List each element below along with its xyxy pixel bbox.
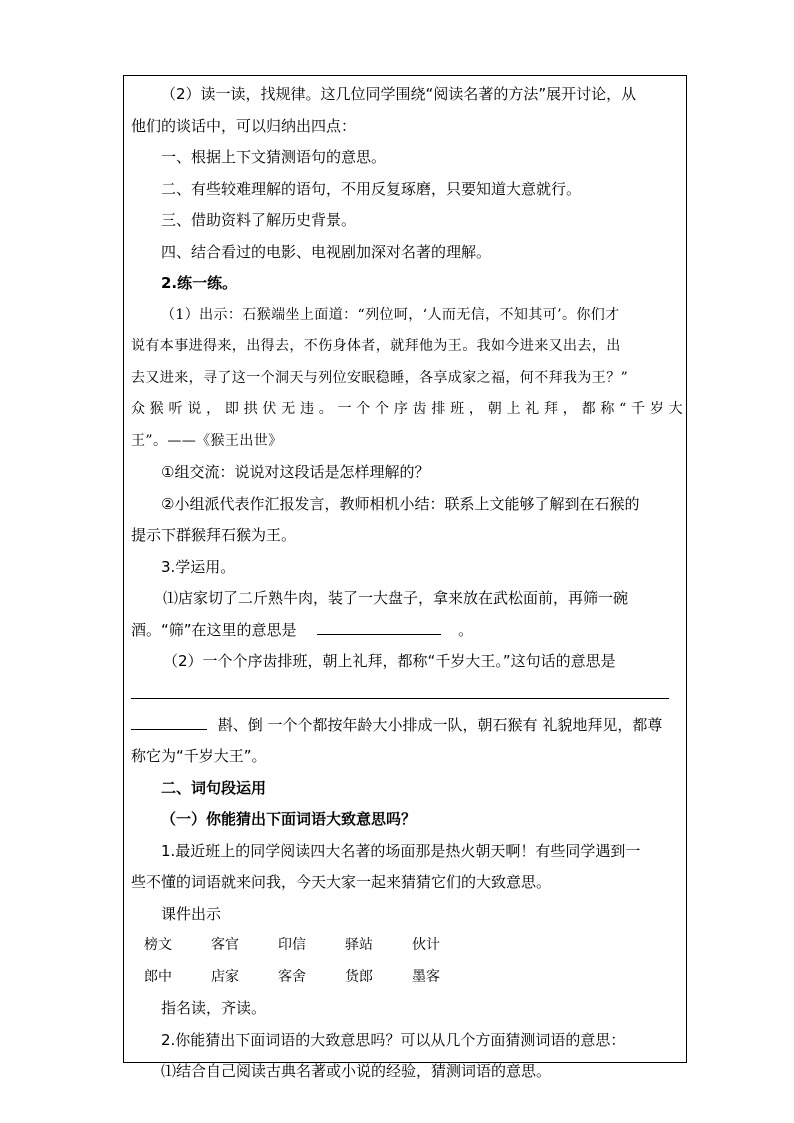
point-two: 二、有些较难理解的语句，不用反复琢磨，只要知道大意就行。: [161, 179, 582, 198]
courseware-label: 课件出示: [161, 904, 222, 923]
answer-blank-sieve[interactable]: [317, 618, 441, 635]
point-four: 四、结合看过的电影、电视剧加深对名著的理解。: [161, 242, 492, 261]
guess-words-paragraph: 2.你能猜出下面词语的大致意思吗？可以从几个方面猜测词语的意思：: [161, 1030, 626, 1049]
quote-line-3: 去又进来，寻了这一个洞天与列位安眠稳睡，各享成家之福，何不拜我为王？”: [131, 369, 629, 386]
quote-line-4: 众猴听说，即拱伏无违。一个个序齿排班，朝上礼拜，都称“千岁大: [131, 401, 683, 417]
vocab-word: 榜文: [144, 937, 172, 953]
exercise-2: （2）一个个序齿排班，朝上礼拜，都称“千岁大王。”这句话的意思是: [163, 652, 616, 670]
group-report: ②小组派代表作汇报发言，教师相机小结：联系上文能够了解到在石猴的: [161, 494, 640, 513]
vocab-word: 客官: [211, 937, 239, 953]
vocab-word: 店家: [211, 968, 239, 985]
exercise-2-answer: [131, 710, 683, 742]
vocab-word: 驿站: [345, 937, 373, 953]
exercise-1: ⑴店家切了二斤熟牛肉，装了一大盘子，拿来放在武松面前，再筛一碗: [163, 589, 629, 607]
intro-paragraph-continued: 些不懂的词语就来问我，今天大家一起来猜猜它们的大致意思。: [131, 873, 552, 891]
guess-method-1: ⑴结合自己阅读古典名著或小说的经验，猜测词语的意思。: [161, 1062, 552, 1080]
section-heading: 二、词句段运用: [161, 778, 267, 797]
vocab-word: 客舍: [278, 968, 306, 985]
quote-line-5: 王”。——《猴王出世》: [131, 432, 283, 449]
point-one: 一、根据上下文猜测语句的意思。: [161, 148, 387, 166]
paragraph-summary-four-points: 他们的谈话中，可以归纳出四点：: [131, 116, 357, 135]
intro-paragraph: 1.最近班上的同学阅读四大名著的场面那是热火朝天啊！有些同学遇到一: [161, 841, 641, 860]
quote-line-2: 说有本事进得来，出得去，不伤身体者，就拜他为王。我如今进来又出去，出: [131, 338, 621, 354]
exercise-1-question-text: 酒。“筛”在这里的意思是: [131, 620, 297, 639]
paragraph-read-find-pattern: （2）读一读，找规律。这几位同学围绕“阅读名著的方法”展开讨论，从: [161, 85, 637, 103]
vocab-row-1: [131, 930, 683, 962]
heading-apply: 3.学运用。: [161, 557, 236, 576]
vocab-word: 伙计: [412, 937, 440, 953]
vocab-word: 货郎: [345, 968, 373, 985]
answer-blank-short[interactable]: [131, 713, 207, 730]
exercise-2-answer-text: 斟、倒 一个个都按年龄大小排成一队，朝石猴有 礼貌地拜见，都尊: [217, 715, 663, 734]
vocab-word: 郎中: [144, 968, 172, 985]
reading-instruction: 指名读，齐读。: [161, 999, 267, 1017]
exercise-2-answer-continued: 称它为“千岁大王”。: [131, 747, 267, 765]
answer-blank-line[interactable]: [131, 682, 669, 699]
heading-practice: 2.练一练。: [161, 274, 238, 292]
exercise-1-question-end: 。: [458, 620, 474, 639]
subsection-heading: （一）你能猜出下面词语大致意思吗？: [161, 810, 417, 828]
group-report-continued: 提示下群猴拜石猴为王。: [131, 526, 297, 544]
point-three: 三、借助资料了解历史背景。: [161, 211, 357, 229]
quote-line-1: （1）出示：石猴端坐上面道：“列位呵，‘人而无信，不知其可’。你们才: [161, 306, 620, 323]
group-discussion: ①组交流：说说对这段话是怎样理解的？: [161, 463, 430, 481]
vocab-row-2: [131, 962, 683, 994]
document-body: [131, 79, 683, 1088]
vocab-word: 墨客: [412, 968, 440, 985]
vocab-word: 印信: [278, 937, 306, 953]
exercise-1-question: [131, 615, 683, 647]
